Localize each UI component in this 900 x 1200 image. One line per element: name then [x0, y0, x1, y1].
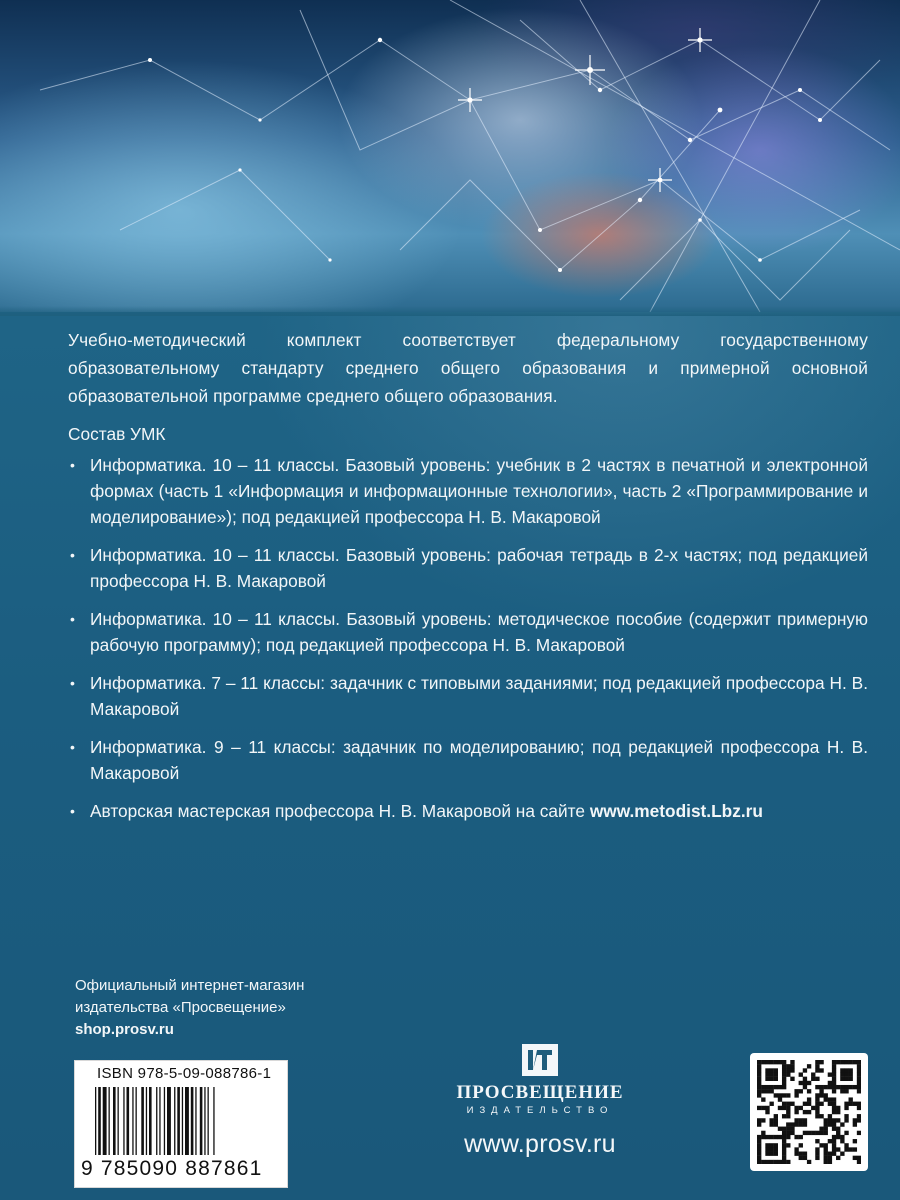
shop-line-1: Официальный интернет-магазин: [75, 977, 305, 994]
umk-title: Состав УМК: [68, 424, 166, 444]
publisher-block: [420, 1044, 660, 1159]
list-item: [68, 798, 868, 824]
bullet-icon: •: [70, 739, 75, 755]
publisher-name: ПРОСВЕЩЕНИЕ: [456, 1082, 624, 1103]
list-item-text: Авторская мастерская профессора Н. В. Макаровой на сайте: [90, 801, 590, 821]
qr-code[interactable]: [750, 1053, 868, 1171]
list-item: [68, 542, 868, 594]
umk-list: [68, 452, 868, 836]
isbn-label: ISBN 978-5-09-088786-1: [97, 1065, 272, 1082]
isbn-barcode: [74, 1060, 288, 1188]
space-illustration: [0, 0, 900, 312]
bullet-icon: •: [70, 611, 75, 627]
metodist-link[interactable]: www.metodist.Lbz.ru: [589, 801, 763, 821]
publisher-site-link[interactable]: www.prosv.ru: [464, 1130, 616, 1158]
list-item-text: Информатика. 10 – 11 классы. Базовый уровень: учебник в 2 частях в печатной и электронной формах (часть 1 «Информация и информационные технологии», часть 2 «Программирование и моделирование»); под редакцией профессора Н. В. Макаровой: [90, 455, 868, 527]
qr-code-icon: [757, 1060, 861, 1164]
constellation-lines: [0, 0, 900, 312]
list-item-text: Информатика. 7 – 11 классы: задачник с типовыми заданиями; под редакцией профессора Н. В. Макаровой: [90, 673, 868, 719]
intro-paragraph: Учебно-методический комплект соответствует федеральному государственному образовательному стандарту среднего общего образования и примерной основной образовательной программе среднего общего образования.: [68, 330, 868, 406]
list-item: [68, 452, 868, 530]
list-item: [68, 734, 868, 786]
band-divider: [0, 306, 900, 316]
list-item-text: Информатика. 10 – 11 классы. Базовый уровень: методическое пособие (содержит примерную рабочую программу); под редакцией профессора Н. В. Макаровой: [90, 609, 868, 655]
barcode-icon: [95, 1087, 271, 1155]
list-item: [68, 670, 868, 722]
list-item-text: Информатика. 10 – 11 классы. Базовый уровень: рабочая тетрадь в 2-х частях; под редакцией профессора Н. В. Макаровой: [90, 545, 868, 591]
bullet-icon: •: [70, 803, 75, 819]
list-item: [68, 606, 868, 658]
barcode-digits: 9 785090 887861: [81, 1157, 263, 1180]
bullet-icon: •: [70, 675, 75, 691]
shop-line-2: издательства «Просвещение»: [75, 999, 286, 1016]
bullet-icon: •: [70, 457, 75, 473]
shop-info: [75, 975, 304, 1041]
book-logo-icon: [522, 1044, 558, 1076]
bullet-icon: •: [70, 547, 75, 563]
list-item-text: Информатика. 9 – 11 классы: задачник по моделированию; под редакцией профессора Н. В. Макаровой: [90, 737, 868, 783]
publisher-subtitle: ИЗДАТЕЛЬСТВО: [466, 1105, 614, 1116]
shop-link[interactable]: shop.prosv.ru: [75, 1021, 174, 1038]
